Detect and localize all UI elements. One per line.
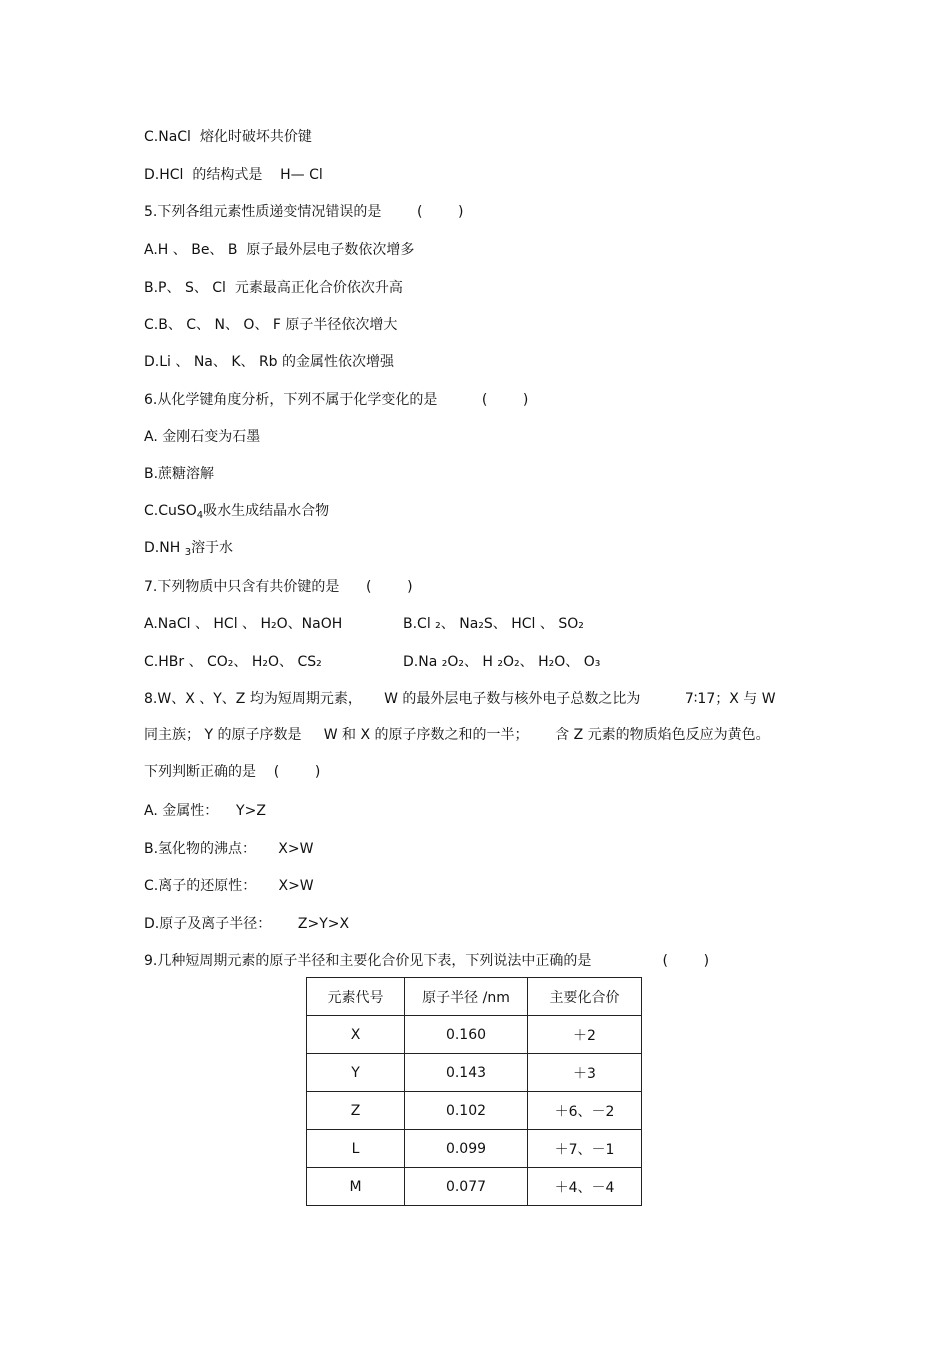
table-cell: 0.099 [405,1130,528,1168]
element-data-table [306,977,642,1206]
table-row [307,1016,642,1054]
table-cell: Z [307,1092,405,1130]
question-6-stem: 6.从化学键角度分析，下列不属于化学变化的是 ( ) [144,392,529,408]
question-6-option-c [144,502,329,520]
question-5-option-c: C.B、 C、 N、 O、 F 原子半径依次增大 [144,317,398,333]
table-header-cell: 主要化合价 [528,978,642,1016]
table-row [307,1168,642,1206]
question-8-stem-line-3: 下列判断正确的是 ( ) [144,764,321,780]
question-6-option-a: A. 金刚石变为石墨 [144,429,261,445]
option-d-prefix: D.NH [144,540,185,556]
option-c-prefix: C.CuSO [144,503,197,519]
table-row [307,1054,642,1092]
question-5-option-b: B.P、 S、 Cl 元素最高正化合价依次升高 [144,280,403,296]
question-5-option-d: D.Li 、 Na、 K、 Rb 的金属性依次增强 [144,354,395,370]
table-header-cell: 原子半径 /nm [405,978,528,1016]
subscript: 4 [196,510,204,521]
table-row [307,1130,642,1168]
table-header-row [307,978,642,1016]
table-cell: 0.160 [405,1016,528,1054]
table-header-cell: 元素代号 [307,978,405,1016]
question-8-stem-line-1: 8.W、X 、Y、Z 均为短周期元素， W 的最外层电子数与核外电子总数之比为 7∶17；X 与 W [144,691,776,707]
table-cell: 0.077 [405,1168,528,1206]
question-9-stem: 9.几种短周期元素的原子半径和主要化合价见下表，下列说法中正确的是 ( ) [144,953,710,969]
table-row [307,1092,642,1130]
table-cell: ＋2 [528,1016,642,1054]
question-5-option-a: A.H 、 Be、 B 原子最外层电子数依次增多 [144,242,415,258]
option-c-suffix: 吸水生成结晶水合物 [203,503,330,519]
question-5-stem: 5.下列各组元素性质递变情况错误的是 ( ) [144,204,464,220]
option-d-suffix: 溶于水 [191,540,234,556]
table-cell: Y [307,1054,405,1092]
question-8-option-d: D.原子及离子半径： Z>Y>X [144,916,350,932]
table-cell: X [307,1016,405,1054]
table-cell: L [307,1130,405,1168]
table-cell: ＋6、－2 [528,1092,642,1130]
question-7-option-b: B.Cl ₂、 Na₂S、 HCl 、 SO₂ [403,616,584,632]
question-8-option-b: B.氢化物的沸点： X>W [144,841,314,857]
question-6-option-d [144,539,233,557]
table-cell: M [307,1168,405,1206]
question-7-option-a: A.NaCl 、 HCl 、 H₂O、NaOH [144,616,343,632]
question-8-option-a: A. 金属性： Y>Z [144,803,266,819]
subscript: 3 [184,547,192,558]
question-7-stem: 7.下列物质中只含有共价键的是 ( ) [144,579,413,595]
table-cell: 0.143 [405,1054,528,1092]
table-cell: ＋3 [528,1054,642,1092]
question-4-option-c: C.NaCl 熔化时破坏共价键 [144,129,312,145]
question-7-option-d: D.Na ₂O₂、 H ₂O₂、 H₂O、 O₃ [403,654,601,670]
table-cell: 0.102 [405,1092,528,1130]
question-4-option-d: D.HCl 的结构式是 H— Cl [144,167,323,183]
table-cell: ＋7、－1 [528,1130,642,1168]
table-cell: ＋4、－4 [528,1168,642,1206]
question-7-option-c: C.HBr 、 CO₂、 H₂O、 CS₂ [144,654,322,670]
question-8-option-c: C.离子的还原性： X>W [144,878,314,894]
question-6-option-b: B.蔗糖溶解 [144,466,215,482]
question-8-stem-line-2: 同主族； Y 的原子序数是 W 和 X 的原子序数之和的一半； 含 Z 元素的物质焰色反应为黄色。 [144,727,770,743]
